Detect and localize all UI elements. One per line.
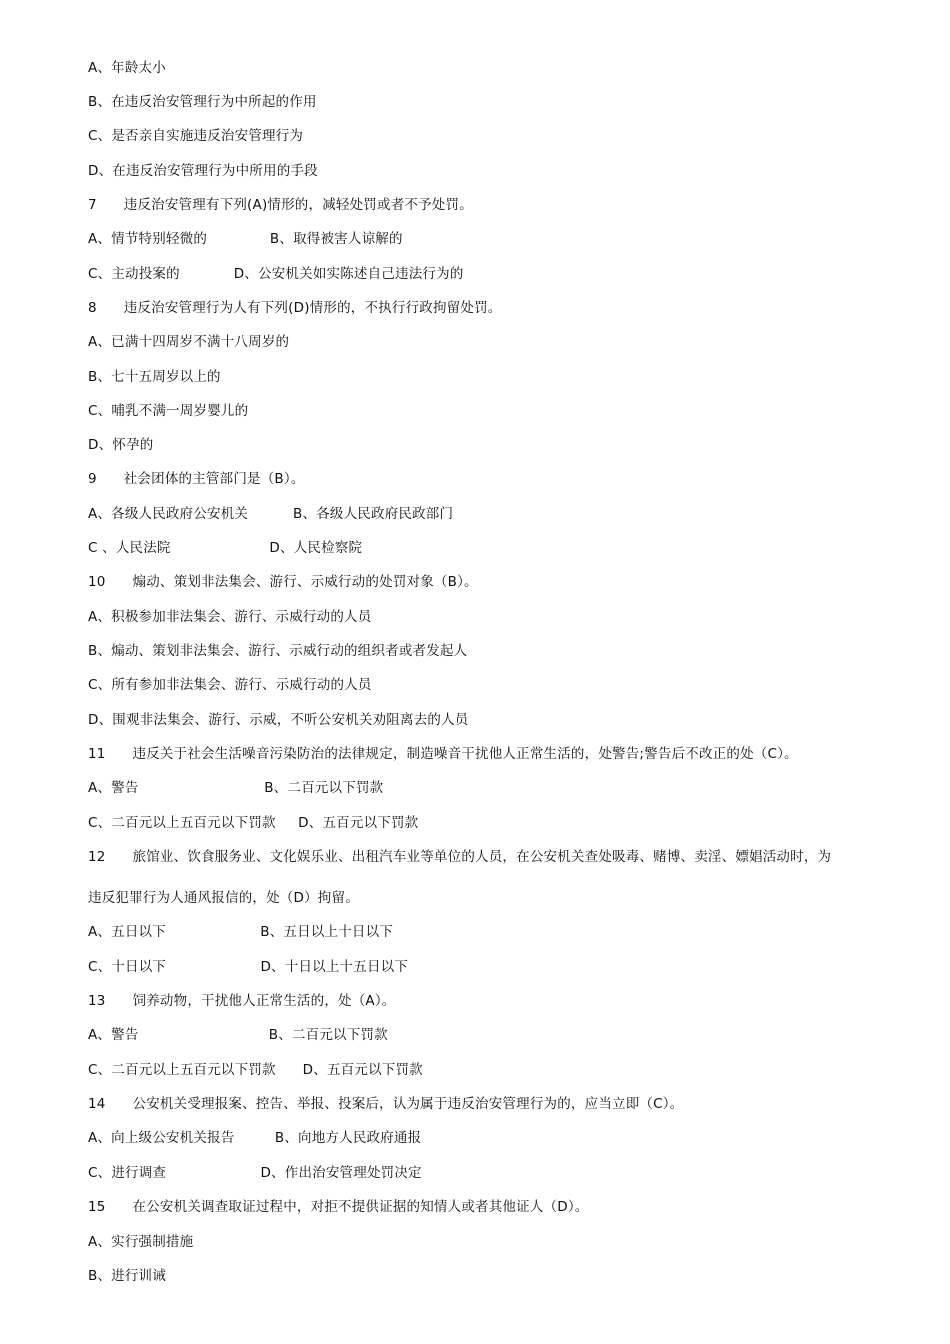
text-line: 11 违反关于社会生活噪音污染防治的法律规定，制造噪音干扰他人正常生活的，处警告;警告后不改正的处（C）。: [88, 746, 798, 762]
text-line: 14 公安机关受理报案、控告、举报、投案后，认为属于违反治安管理行为的，应当立即（C）。: [88, 1096, 684, 1112]
text-line: A、警告 B、二百元以下罚款: [88, 780, 384, 796]
text-line: C、哺乳不满一周岁婴儿的: [88, 403, 249, 419]
text-line: D、怀孕的: [88, 437, 154, 453]
text-line: 9 社会团体的主管部门是（B）。: [88, 471, 305, 487]
text-line: D、围观非法集会、游行、示威，不听公安机关劝阻离去的人员: [88, 712, 469, 728]
text-line: B、煽动、策划非法集会、游行、示威行动的组织者或者发起人: [88, 643, 468, 659]
text-line: A、实行强制措施: [88, 1234, 194, 1250]
text-line: C、二百元以上五百元以下罚款 D、五百元以下罚款: [88, 815, 419, 831]
text-line: 15 在公安机关调查取证过程中，对拒不提供证据的知情人或者其他证人（D）。: [88, 1199, 589, 1215]
text-line: B、在违反治安管理行为中所起的作用: [88, 94, 317, 110]
text-line: C、所有参加非法集会、游行、示威行动的人员: [88, 677, 372, 693]
text-line: 违反犯罪行为人通风报信的，处（D）拘留。: [88, 890, 359, 906]
text-line: A、五日以下 B、五日以上十日以下: [88, 924, 394, 940]
text-line: A、各级人民政府公安机关 B、各级人民政府民政部门: [88, 506, 454, 522]
text-line: 13 饲养动物，干扰他人正常生活的，处（A）。: [88, 993, 396, 1009]
text-line: B、进行训诫: [88, 1268, 166, 1284]
text-line: C、是否亲自实施违反治安管理行为: [88, 128, 304, 144]
text-line: 12 旅馆业、饮食服务业、文化娱乐业、出租汽车业等单位的人员，在公安机关查处吸毒、赌博、卖淫、嫖娼活动时，为: [88, 849, 832, 865]
text-line: C、进行调查 D、作出治安管理处罚决定: [88, 1165, 422, 1181]
text-line: D、在违反治安管理行为中所用的手段: [88, 163, 318, 179]
text-line: C 、人民法院 D、人民检察院: [88, 540, 363, 556]
text-line: A、向上级公安机关报告 B、向地方人民政府通报: [88, 1130, 422, 1146]
text-line: A、警告 B、二百元以下罚款: [88, 1027, 388, 1043]
text-line: 8 违反治安管理行为人有下列(D)情形的，不执行行政拘留处罚。: [88, 300, 502, 316]
text-line: 10 煽动、策划非法集会、游行、示威行动的处罚对象（B）。: [88, 574, 478, 590]
text-line: A、情节特别轻微的 B、取得被害人谅解的: [88, 231, 403, 247]
text-line: C、十日以下 D、十日以上十五日以下: [88, 959, 409, 975]
text-line: C、二百元以上五百元以下罚款 D、五百元以下罚款: [88, 1062, 423, 1078]
text-line: 7 违反治安管理有下列(A)情形的，减轻处罚或者不予处罚。: [88, 197, 473, 213]
text-line: A、已满十四周岁不满十八周岁的: [88, 334, 290, 350]
text-line: A、年龄太小: [88, 60, 166, 76]
text-line: B、七十五周岁以上的: [88, 369, 221, 385]
text-line: C、主动投案的 D、公安机关如实陈述自己违法行为的: [88, 266, 464, 282]
text-line: A、积极参加非法集会、游行、示威行动的人员: [88, 609, 372, 625]
